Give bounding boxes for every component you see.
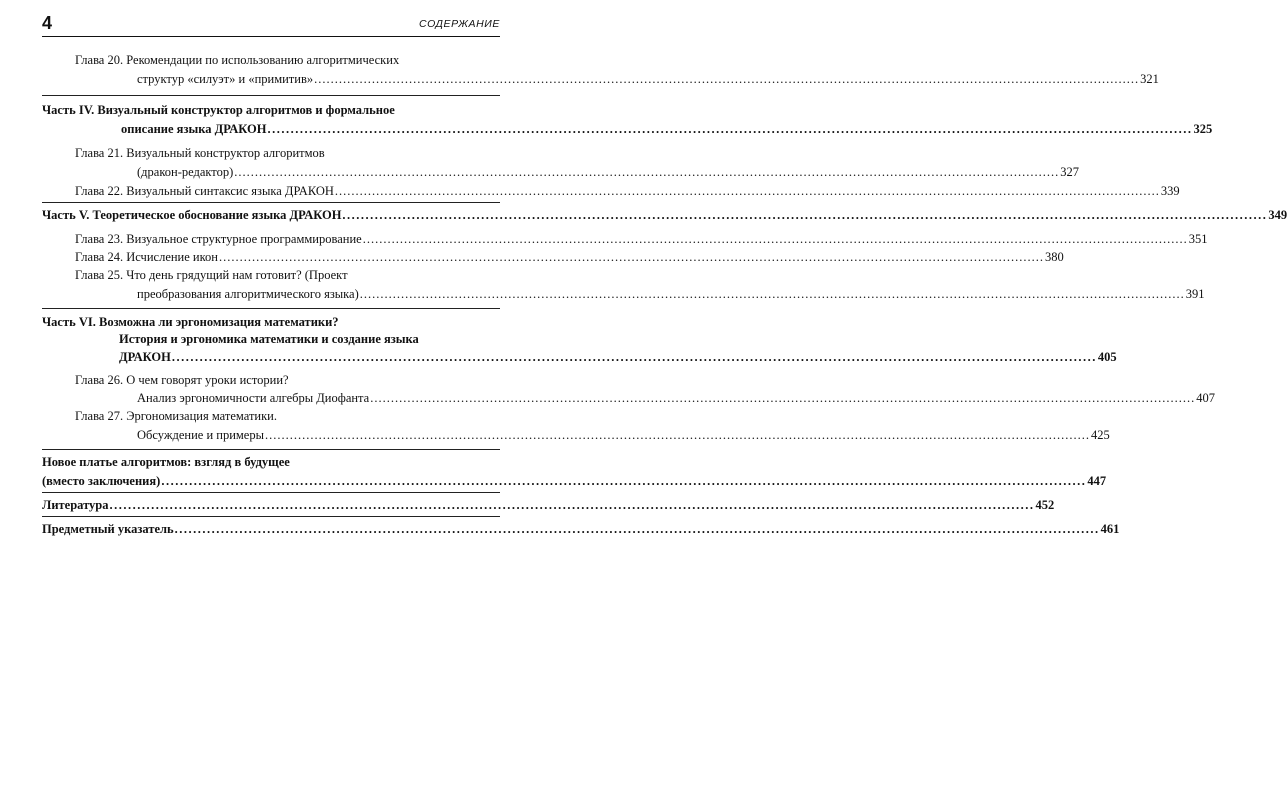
header-rule xyxy=(42,36,500,37)
toc-entry-title: структур «силуэт» и «примитив» xyxy=(137,72,314,86)
toc-entry-title: Глава 25. Что день грядущий нам готовит? (Проект xyxy=(75,268,348,282)
toc-entry-chapter-27-cont xyxy=(137,426,1110,444)
leader-dots: ........................................................................................................................................................................................................ xyxy=(109,498,1035,512)
toc-page-number: 405 xyxy=(1097,350,1117,364)
toc-entry-chapter-21-cont xyxy=(137,163,1080,181)
leader-dots: ........................................................................................................................................................................................................ xyxy=(342,208,1268,222)
toc-page-number: 339 xyxy=(1160,184,1180,198)
running-title: СОДЕРЖАНИЕ xyxy=(419,18,500,30)
toc-entry-chapter-23 xyxy=(75,230,1208,248)
page-number: 4 xyxy=(42,13,53,33)
toc-entry-index xyxy=(42,520,1120,538)
toc-page-number: 321 xyxy=(1140,72,1159,86)
leader-dots: ........................................................................................................................................................................................................ xyxy=(219,250,1044,264)
toc-page-number: 351 xyxy=(1188,232,1208,246)
toc-entry-title: Глава 26. О чем говорят уроки истории? xyxy=(75,373,289,387)
toc-entry-title: Глава 20. Рекомендации по использованию алгоритмических xyxy=(75,53,400,67)
toc-entry-title: Глава 23. Визуальное структурное программирование xyxy=(75,232,362,246)
toc-entry-title: Глава 21. Визуальный конструктор алгоритмов xyxy=(75,146,325,160)
section-rule xyxy=(42,492,500,493)
toc-entry-title: Глава 27. Эргономизация математики. xyxy=(75,409,277,423)
leader-dots: ........................................................................................................................................................................................................ xyxy=(314,72,1140,86)
toc-entry-conclusion xyxy=(42,453,500,471)
leader-dots: ........................................................................................................................................................................................................ xyxy=(359,287,1185,301)
toc-page-number: 349 xyxy=(1268,208,1287,222)
toc-entry-part-5 xyxy=(42,206,1287,224)
section-rule xyxy=(42,202,500,203)
toc-entry-title: преобразования алгоритмического языка) xyxy=(137,287,359,301)
toc-entry-chapter-27 xyxy=(75,407,500,425)
toc-page-number: 325 xyxy=(1193,122,1213,136)
toc-entry-title: Анализ эргономичности алгебры Диофанта xyxy=(137,391,370,405)
section-rule xyxy=(42,516,500,517)
toc-entry-chapter-26 xyxy=(75,371,500,389)
leader-dots: ........................................................................................................................................................................................................ xyxy=(265,428,1091,442)
toc-page-number: 425 xyxy=(1091,428,1110,442)
toc-entry-chapter-22 xyxy=(75,182,1180,200)
leader-dots: ........................................................................................................................................................................................................ xyxy=(174,522,1100,536)
section-rule xyxy=(42,308,500,309)
toc-entry-chapter-26-cont xyxy=(137,389,1215,407)
toc-entry-part-6 xyxy=(42,313,500,331)
leader-dots: ........................................................................................................................................................................................................ xyxy=(234,165,1060,179)
toc-entry-title: Часть IV. Визуальный конструктор алгоритмов и формальное xyxy=(42,103,395,117)
toc-entry-part-4 xyxy=(42,101,500,119)
leader-dots: ........................................................................................................................................................................................................ xyxy=(267,122,1193,136)
toc-entry-title: (вместо заключения) xyxy=(42,474,161,488)
toc-page-number: 461 xyxy=(1100,522,1120,536)
leader-dots: ........................................................................................................................................................................................................ xyxy=(161,474,1087,488)
toc-page-number: 452 xyxy=(1035,498,1055,512)
toc-entry-part-4-cont xyxy=(121,120,1213,138)
toc-entry-title: История и эргономика математики и создание языка xyxy=(119,332,419,346)
toc-entry-title: ДРАКОН xyxy=(119,350,171,364)
toc-entry-conclusion-cont xyxy=(42,472,1107,490)
toc-entry-chapter-21 xyxy=(75,144,500,162)
toc-entry-title: (дракон-редактор) xyxy=(137,165,234,179)
toc-entry-title: Глава 22. Визуальный синтаксис языка ДРАКОН xyxy=(75,184,334,198)
toc-entry-title: описание языка ДРАКОН xyxy=(121,122,267,136)
toc-entry-chapter-20-cont xyxy=(137,70,1159,88)
toc-entry-part-6-cont xyxy=(119,330,500,348)
toc-entry-chapter-25-cont xyxy=(137,285,1205,303)
toc-entry-title: Новое платье алгоритмов: взгляд в будущее xyxy=(42,455,290,469)
toc-entry-title: Часть V. Теоретическое обоснование языка ДРАКОН xyxy=(42,208,342,222)
toc-entry-part-6-cont-2 xyxy=(119,348,1117,366)
toc-page-number: 407 xyxy=(1196,391,1215,405)
toc-entry-chapter-25 xyxy=(75,266,500,284)
toc-page-number: 380 xyxy=(1045,250,1064,264)
toc-entry-title: Часть VI. Возможна ли эргономизация математики? xyxy=(42,315,339,329)
toc-entry-title: Глава 24. Исчисление икон xyxy=(75,250,218,264)
leader-dots: ........................................................................................................................................................................................................ xyxy=(370,391,1196,405)
running-header xyxy=(42,12,500,36)
toc-entry-title: Обсуждение и примеры xyxy=(137,428,265,442)
toc-entry-chapter-24 xyxy=(75,248,1064,266)
section-rule xyxy=(42,449,500,450)
toc-page-number: 391 xyxy=(1185,287,1205,301)
leader-dots: ........................................................................................................................................................................................................ xyxy=(171,350,1097,364)
toc-entry-title: Литература xyxy=(42,498,109,512)
toc-page-number: 327 xyxy=(1060,165,1080,179)
section-rule xyxy=(42,95,500,96)
toc-entry-references xyxy=(42,496,1055,514)
toc-entry-chapter-20 xyxy=(75,51,500,69)
leader-dots: ........................................................................................................................................................................................................ xyxy=(362,232,1188,246)
toc-entry-title: Предметный указатель xyxy=(42,522,174,536)
toc-page-number: 447 xyxy=(1087,474,1107,488)
leader-dots: ........................................................................................................................................................................................................ xyxy=(334,184,1160,198)
